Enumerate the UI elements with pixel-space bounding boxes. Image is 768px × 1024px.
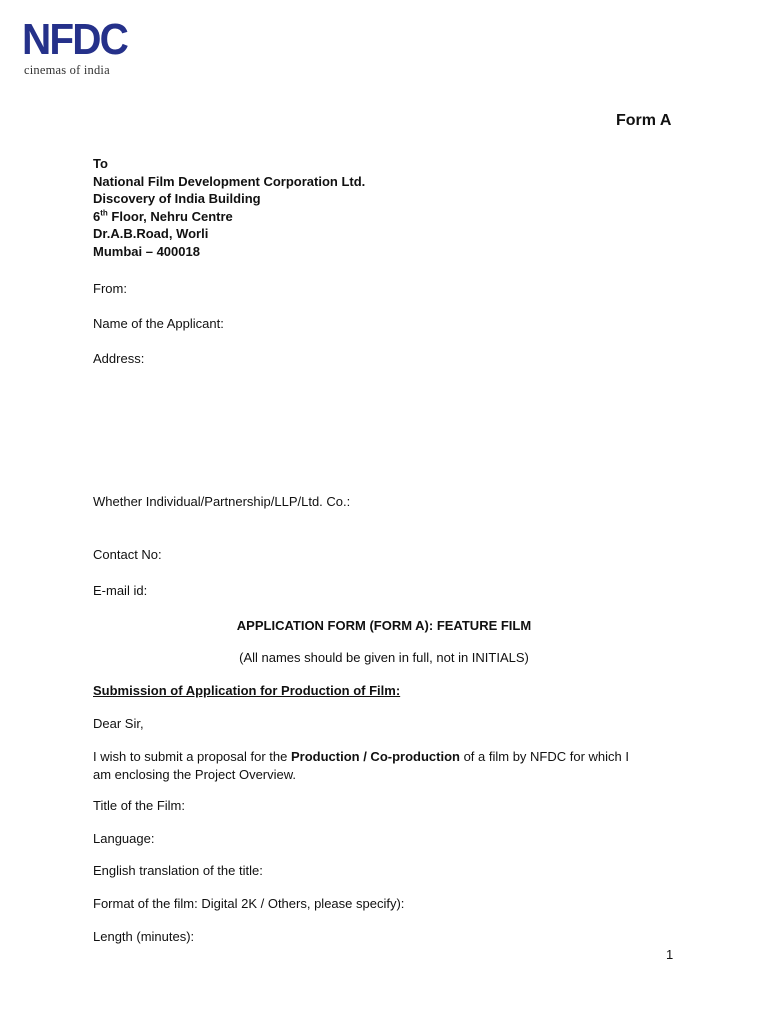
recipient-org: National Film Development Corporation Ltd. <box>93 173 366 189</box>
language-label: Language: <box>93 831 155 846</box>
logo-tagline: cinemas of india <box>24 63 110 77</box>
address-label: Address: <box>93 351 145 366</box>
form-label: Form A <box>616 112 672 129</box>
format-label: Format of the film: Digital 2K / Others, please specify): <box>93 896 405 911</box>
film-title-label: Title of the Film: <box>93 798 185 813</box>
recipient-to: To <box>93 156 108 171</box>
recipient-floor: 6th Floor, Nehru Centre <box>93 208 233 224</box>
length-label: Length (minutes): <box>93 929 195 944</box>
translation-label: English translation of the title: <box>93 863 263 878</box>
recipient-road: Dr.A.B.Road, Worli <box>93 226 209 241</box>
proposal-paragraph: I wish to submit a proposal for the Production / Co-production of a film by NFDC for which I am enclosing the Project Overview. <box>93 749 630 782</box>
salutation: Dear Sir, <box>93 716 144 731</box>
entity-type-label: Whether Individual/Partnership/LLP/Ltd. Co.: <box>93 494 351 509</box>
nfdc-logo <box>22 15 132 78</box>
recipient-block <box>93 155 365 260</box>
recipient-city: Mumbai – 400018 <box>93 243 200 259</box>
applicant-name-label: Name of the Applicant: <box>93 316 224 331</box>
page-number: 1 <box>666 947 674 962</box>
recipient-building: Discovery of India Building <box>93 191 261 206</box>
form-heading: APPLICATION FORM (FORM A): FEATURE FILM <box>236 618 532 633</box>
submission-subheading: Submission of Application for Production of Film: <box>93 683 401 698</box>
from-label: From: <box>93 281 127 296</box>
names-note: (All names should be given in full, not in INITIALS) <box>239 650 529 665</box>
logo-mark: NFDC <box>22 15 128 64</box>
contact-label: Contact No: <box>93 547 162 562</box>
email-label: E-mail id: <box>93 583 148 598</box>
